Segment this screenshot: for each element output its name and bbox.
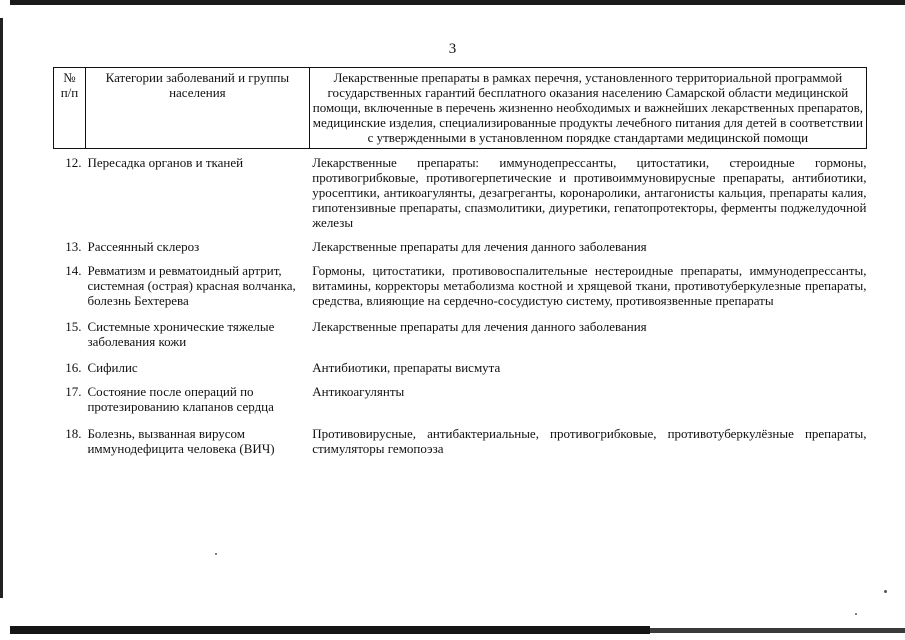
table-row [54, 319, 867, 360]
table-row [54, 263, 867, 319]
scan-edge-bottom-right [650, 628, 905, 633]
table-row [54, 426, 867, 456]
row-category: Ревматизм и ревматоидный артрит, системная (острая) красная волчанка, болезнь Бехтерева [87, 263, 296, 308]
scan-edge-top [10, 0, 905, 5]
scan-speck [215, 553, 217, 555]
row-number: 17. [65, 384, 82, 399]
row-category: Сифилис [87, 360, 138, 375]
header-category: Категории заболеваний и группы населения [85, 68, 309, 149]
row-category: Рассеянный склероз [87, 239, 200, 254]
row-category: Болезнь, вызванная вирусом иммунодефицита человека (ВИЧ) [87, 426, 275, 456]
row-number: 15. [65, 319, 82, 334]
table-row [54, 239, 867, 263]
row-number: 16. [65, 360, 82, 375]
table-row [54, 384, 867, 426]
row-drugs: Антибиотики, препараты висмута [312, 360, 501, 375]
scan-edge-bottom [10, 626, 650, 634]
row-drugs: Лекарственные препараты для лечения данного заболевания [312, 319, 647, 334]
table-row [54, 360, 867, 384]
scan-speck [855, 613, 857, 615]
row-drugs: Лекарственные препараты: иммунодепрессанты, цитостатики, стероидные гормоны, противогрибковые, противогерпетические и противоиммуновирусные препараты, антибиотики, уросептики, антикоагулянты, дезагреганты, коронаролики, антагонисты кальция, препараты калия, гипотензивные препараты, спазмолитики, диуретики, гепатопротекторы, ферменты поджелудочной железы [312, 155, 867, 230]
row-number: 14. [65, 263, 82, 278]
scan-edge-left [0, 18, 3, 598]
scan-speck [884, 590, 887, 593]
page-number: 3 [448, 41, 457, 57]
row-drugs: Лекарственные препараты для лечения данного заболевания [312, 239, 647, 254]
row-category: Пересадка органов и тканей [87, 155, 244, 170]
row-category: Состояние после операций по протезированию клапанов сердца [87, 384, 274, 414]
header-num: № п/п [54, 68, 86, 149]
row-number: 12. [65, 155, 82, 170]
row-number: 13. [65, 239, 82, 254]
row-drugs: Антикоагулянты [312, 384, 405, 399]
row-drugs: Противовирусные, антибактериальные, противогрибковые, противотуберкулёзные препараты, стимуляторы гемопоэза [312, 426, 867, 456]
table-header [54, 68, 867, 149]
row-drugs: Гормоны, цитостатики, противовоспалительные нестероидные препараты, иммунодепрессанты, витамины, корректоры метаболизма костной и хрящевой ткани, противотуберкулезные препараты, средства, влияющие на сердечно-сосудистую систему, противоязвенные препараты [312, 263, 867, 308]
medication-table [53, 67, 867, 456]
row-category: Системные хронические тяжелые заболевания кожи [87, 319, 275, 349]
row-number: 18. [65, 426, 82, 441]
header-drugs: Лекарственные препараты в рамках перечня, установленного территориальной программой государственных гарантий бесплатного оказания населению Самарской области медицинской помощи, включенные в перечень жизненно необходимых и важнейших лекарственных препаратов, медицинские изделия, специализированные продукты лечебного питания для детей в соответствии с утвержденными в установленном порядке стандартами медицинской помощи [309, 68, 866, 149]
table-row [54, 149, 867, 240]
